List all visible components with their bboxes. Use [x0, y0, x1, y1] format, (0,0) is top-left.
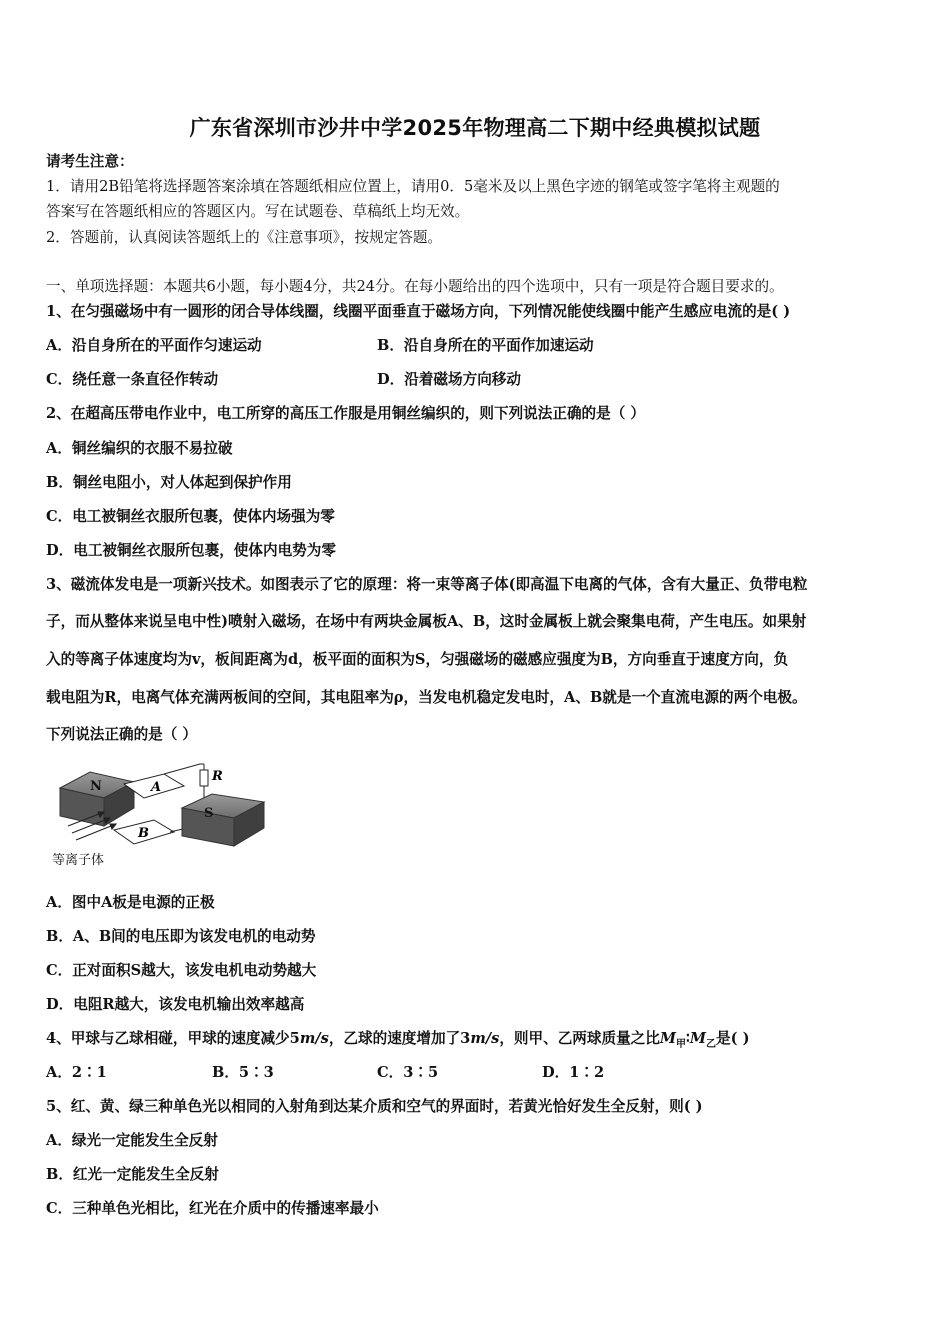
- q4-mass-2: M: [689, 1030, 706, 1047]
- q4-stem-pre: 4、甲球与乙球相碰，甲球的速度减少5: [46, 1030, 300, 1047]
- resistor-r: [200, 769, 223, 786]
- q2-stem: 2、在超高压带电作业中，电工所穿的高压工作服是用铜丝编织的，则下列说法正确的是（ ）: [46, 405, 645, 422]
- q3-option-c: C．正对面积S越大，该发电机电动势越大: [46, 962, 317, 979]
- q3-stem-line-3: 入的等离子体速度均为v，板间距离为d，板平面的面积为S，匀强磁场的磁感应强度为B，方向垂直于速度方向，负: [46, 651, 789, 668]
- magnet-n-label: N: [90, 779, 102, 794]
- q1-option-a: A．沿自身所在的平面作匀速运动: [46, 337, 262, 354]
- q4-stem-mid: ，乙球的速度增加了3: [328, 1030, 471, 1047]
- q3-option-a: A．图中A板是电源的正极: [46, 894, 215, 911]
- q4-mass-1: M: [659, 1030, 677, 1047]
- plate-a-label: A: [151, 780, 162, 795]
- page-title: 广东省深圳市沙井中学2025年物理高二下期中经典模拟试题: [189, 116, 761, 140]
- q4-mass-1-sub: 甲: [676, 1038, 687, 1050]
- q4-option-c: C．3∶5: [377, 1064, 439, 1081]
- section-heading: 一、单项选择题：本题共6小题，每小题4分，共24分。在每小题给出的四个选项中，只有一项是符合题目要求的。: [46, 278, 784, 295]
- notice-heading: 请考生注意：: [46, 153, 134, 170]
- q2-option-b: B．铜丝电阻小，对人体起到保护作用: [46, 474, 292, 491]
- notice-item-1-line-2: 答案写在答题纸相应的答题区内。写在试题卷、草稿纸上均无效。: [46, 203, 470, 220]
- q5-option-c: C．三种单色光相比，红光在介质中的传播速率最小: [46, 1200, 379, 1217]
- q1-option-b: B．沿自身所在的平面作加速运动: [377, 337, 594, 354]
- magnet-s-label: S: [204, 806, 214, 821]
- q1-stem: 1、在匀强磁场中有一圆形的闭合导体线圈，线圈平面垂直于磁场方向，下列情况能使线圈中能产生感应电流的是( ): [46, 303, 791, 320]
- q1-option-d: D．沿着磁场方向移动: [377, 371, 522, 388]
- notice-item-2: 2．答题前，认真阅读答题纸上的《注意事项》，按规定答题。: [46, 229, 443, 246]
- q3-stem-line-1: 3、磁流体发电是一项新兴技术。如图表示了它的原理：将一束等离子体(即高温下电离的气体，含有大量正、负带电粒: [46, 576, 808, 593]
- q4-mass-2-sub: 乙: [705, 1038, 716, 1050]
- q2-option-a: A．铜丝编织的衣服不易拉破: [46, 440, 233, 457]
- q2-option-d: D．电工被铜丝衣服所包裹，使体内电势为零: [46, 542, 336, 559]
- q4-colon: ∶: [686, 1030, 690, 1047]
- q4-stem: [46, 1029, 749, 1055]
- q3-option-b: B．A、B间的电压即为该发电机的电动势: [46, 928, 316, 945]
- q4-stem-tail: 是( ): [715, 1030, 750, 1047]
- south-magnet: [182, 794, 264, 846]
- plasma-caption: 等离子体: [52, 853, 105, 868]
- q5-option-b: B．红光一定能发生全反射: [46, 1166, 219, 1183]
- q5-option-a: A．绿光一定能发生全反射: [46, 1132, 218, 1149]
- q4-unit-2: m/s: [470, 1030, 500, 1047]
- q2-option-c: C．电工被铜丝衣服所包裹，使体内场强为零: [46, 508, 335, 525]
- notice-item-1-line-1: 1．请用2B铅笔将选择题答案涂填在答题纸相应位置上，请用0．5毫米及以上黑色字迹的钢笔或签字笔将主观题的: [46, 178, 780, 195]
- q3-stem-line-2: 子，而从整体来说呈电中性)喷射入磁场，在场中有两块金属板A、B，这时金属板上就会聚集电荷，产生电压。如果射: [46, 613, 807, 630]
- q4-option-b: B．5∶3: [212, 1064, 274, 1081]
- q3-stem-line-5: 下列说法正确的是（ ）: [46, 726, 198, 743]
- plate-b: [114, 820, 174, 844]
- resistor-r-label: R: [212, 769, 223, 784]
- q4-option-d: D．1∶2: [542, 1064, 605, 1081]
- q4-option-a: A．2∶1: [46, 1064, 107, 1081]
- q4-stem-post: ，则甲、乙两球质量之比: [499, 1030, 660, 1047]
- q3-stem-line-4: 载电阻为R，电离气体充满两板间的空间，其电阻率为ρ，当发电机稳定发电时，A、B就是一个直流电源的两个电极。: [46, 689, 807, 706]
- q1-option-c: C．绕任意一条直径作转动: [46, 371, 219, 388]
- plate-b-label: B: [138, 826, 149, 841]
- north-magnet: [60, 772, 134, 826]
- q4-unit-1: m/s: [299, 1030, 329, 1047]
- mhd-generator-figure: [52, 760, 272, 870]
- q5-stem: 5、红、黄、绿三种单色光以相同的入射角到达某介质和空气的界面时，若黄光恰好发生全反射，则( ): [46, 1098, 703, 1115]
- q3-option-d: D．电阻R越大，该发电机输出效率越高: [46, 996, 305, 1013]
